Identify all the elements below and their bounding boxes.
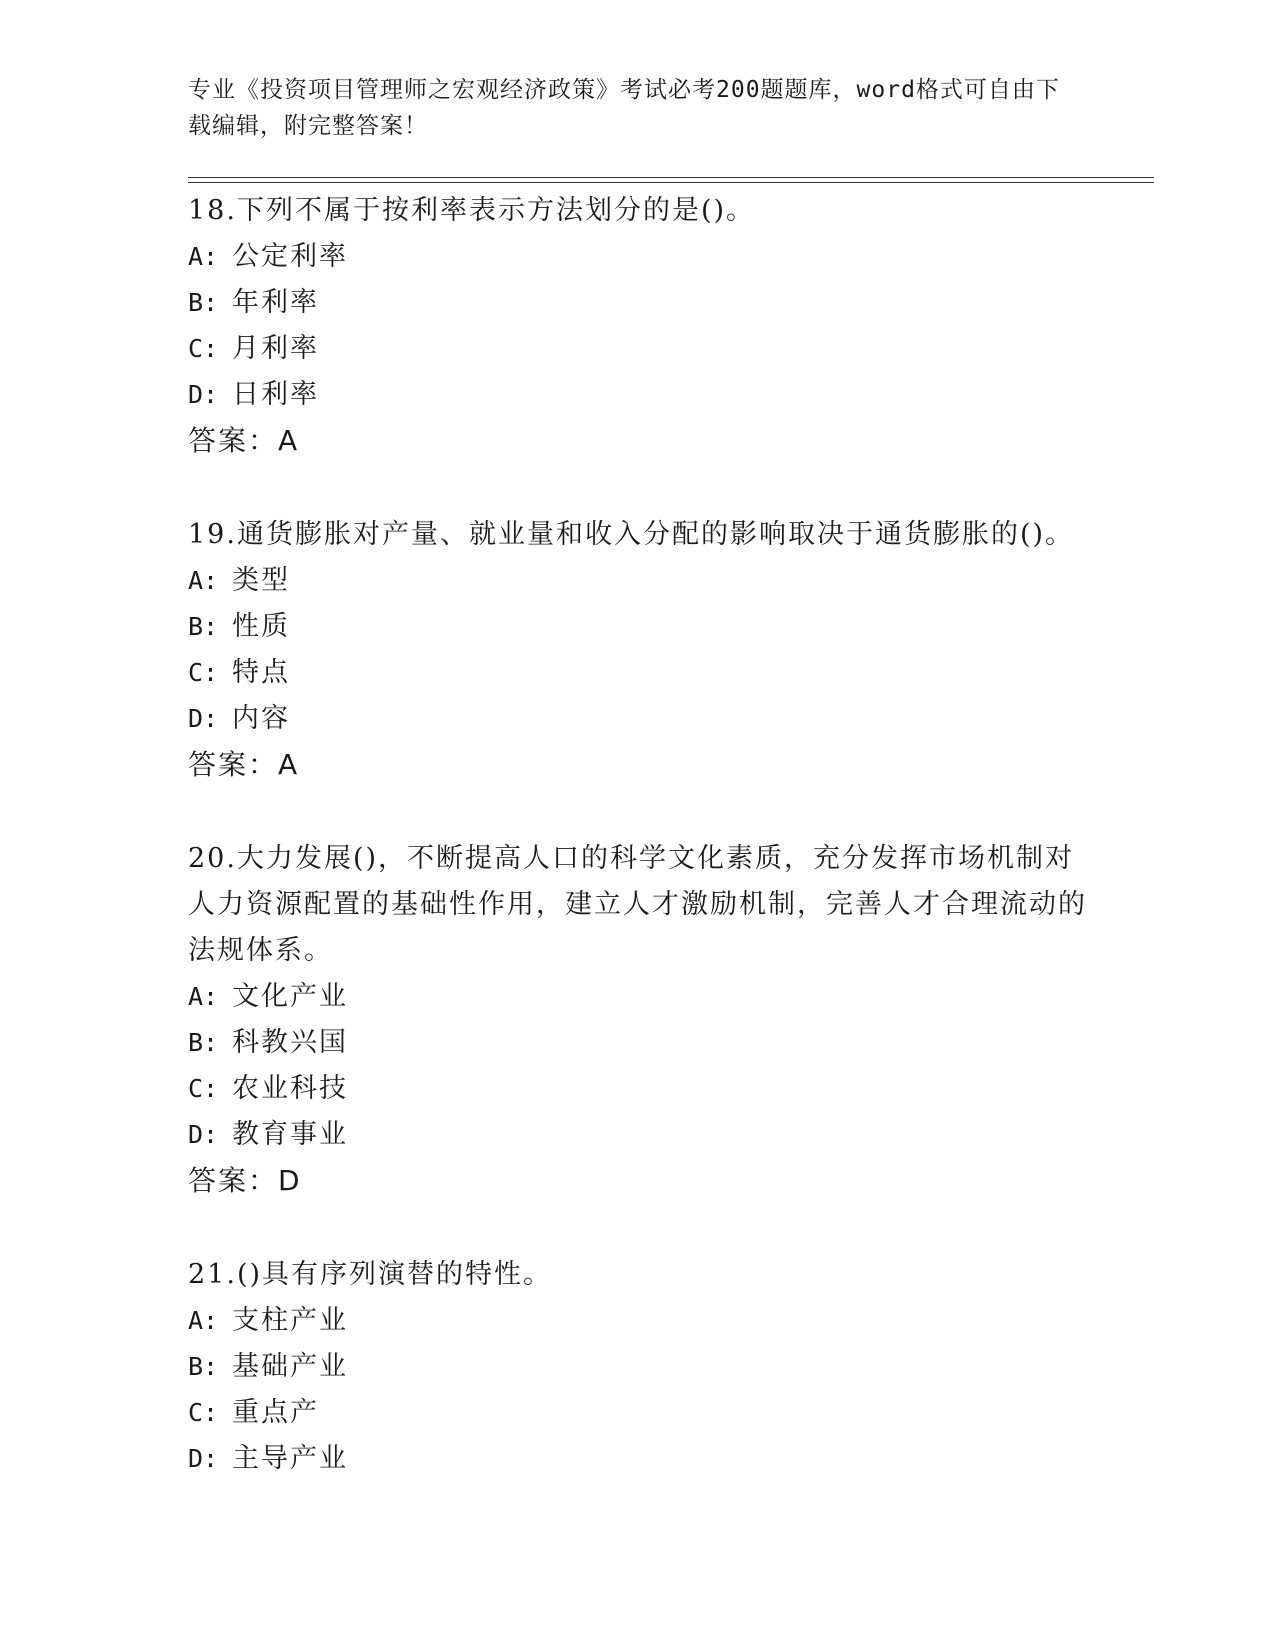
option-b [188, 604, 1088, 650]
question-21 [188, 1252, 1088, 1482]
option-text: 公定利率 [232, 241, 348, 272]
header-divider-top [188, 177, 1154, 178]
option-letter: B: [188, 288, 219, 317]
question-stem: 18.下列不属于按利率表示方法划分的是()。 [188, 195, 756, 226]
option-text: 年利率 [232, 287, 319, 318]
option-c [188, 1390, 1088, 1436]
option-b [188, 280, 1088, 326]
option-b [188, 1344, 1088, 1390]
option-c [188, 650, 1088, 696]
option-letter: A: [188, 1306, 219, 1335]
question-20 [188, 836, 1088, 1204]
option-text: 性质 [232, 611, 290, 642]
option-text: 支柱产业 [232, 1305, 348, 1336]
option-text: 农业科技 [232, 1073, 348, 1104]
option-c [188, 1066, 1088, 1112]
option-letter: C: [188, 334, 219, 363]
question-stem: 19.通货膨胀对产量、就业量和收入分配的影响取决于通货膨胀的()。 [188, 519, 1075, 550]
option-d [188, 1436, 1088, 1482]
answer-line: 答案：A [188, 424, 300, 457]
question-stem: 21.()具有序列演替的特性。 [188, 1259, 553, 1290]
option-a [188, 558, 1088, 604]
option-letter: C: [188, 1074, 219, 1103]
option-text: 内容 [232, 703, 290, 734]
option-text: 文化产业 [232, 981, 348, 1012]
option-letter: D: [188, 1120, 219, 1149]
question-list [188, 188, 1088, 1530]
question-stem: 20.大力发展()，不断提高人口的科学文化素质，充分发挥市场机制对人力资源配置的基础性作用，建立人才激励机制，完善人才合理流动的法规体系。 [188, 843, 1087, 966]
option-text: 月利率 [232, 333, 319, 364]
option-d [188, 696, 1088, 742]
question-18 [188, 188, 1088, 464]
option-text: 科教兴国 [232, 1027, 348, 1058]
option-letter: C: [188, 1398, 219, 1427]
option-text: 日利率 [232, 379, 319, 410]
option-letter: B: [188, 612, 219, 641]
question-19 [188, 512, 1088, 788]
option-letter: A: [188, 242, 219, 271]
document-intro: 专业《投资项目管理师之宏观经济政策》考试必考200题题库，word格式可自由下载编辑，附完整答案！ [188, 77, 1060, 139]
option-text: 特点 [232, 657, 290, 688]
option-d [188, 1112, 1088, 1158]
option-d [188, 372, 1088, 418]
option-letter: D: [188, 1444, 219, 1473]
option-letter: D: [188, 380, 219, 409]
option-a [188, 1298, 1088, 1344]
option-text: 主导产业 [232, 1443, 348, 1474]
option-a [188, 234, 1088, 280]
option-letter: C: [188, 658, 219, 687]
answer-line: 答案：D [188, 1164, 302, 1197]
option-b [188, 1020, 1088, 1066]
option-letter: B: [188, 1352, 219, 1381]
option-letter: B: [188, 1028, 219, 1057]
option-text: 教育事业 [232, 1119, 348, 1150]
option-a [188, 974, 1088, 1020]
option-letter: A: [188, 566, 219, 595]
option-text: 基础产业 [232, 1351, 348, 1382]
option-letter: A: [188, 982, 219, 1011]
option-letter: D: [188, 704, 219, 733]
option-text: 重点产 [232, 1397, 319, 1428]
header-divider-bottom [188, 182, 1154, 183]
option-text: 类型 [232, 565, 290, 596]
answer-line: 答案：A [188, 748, 300, 781]
option-c [188, 326, 1088, 372]
